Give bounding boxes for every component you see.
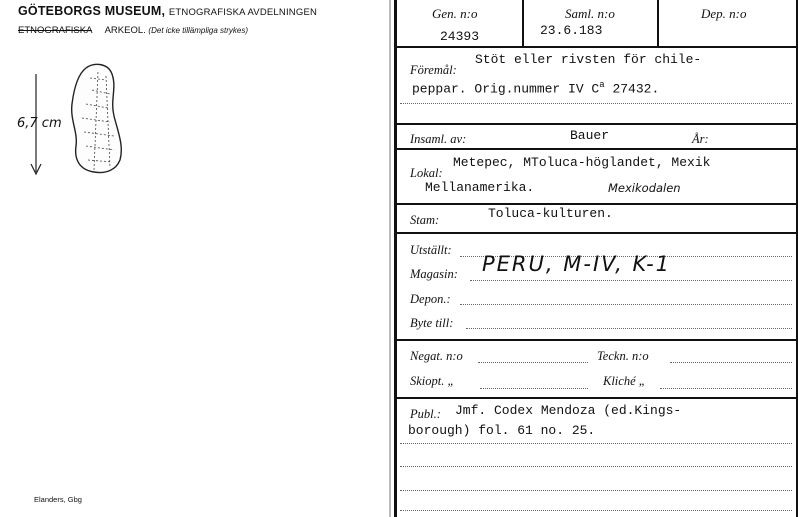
teckn-label: Teckn. n:o (597, 349, 649, 363)
rule-insaml (397, 148, 796, 150)
strike-note: (Det icke tillämpliga strykes) (148, 26, 248, 35)
card-left-border (394, 0, 397, 517)
cliche-dotline (660, 388, 792, 389)
rule-lokal (397, 203, 796, 205)
museum-name: GÖTEBORGS MUSEUM, (18, 4, 166, 18)
byte-label: Byte till: (410, 316, 454, 330)
gen-value: 24393 (440, 29, 480, 44)
ar-label: År: (692, 132, 709, 146)
header-divider-1 (522, 0, 524, 46)
gen-label: Gen. n:o (432, 6, 478, 21)
lokal-line2: Mellanamerika. (425, 180, 535, 195)
rule-header (397, 46, 796, 48)
stam-value: Toluca-kulturen. (488, 206, 613, 221)
etnogr-struck: ETNOGRAFISKA (18, 25, 92, 36)
stam-label: Stam: (410, 213, 440, 227)
department-name: ETNOGRAFISKA AVDELNINGEN (168, 7, 318, 18)
rule-stam (397, 232, 796, 234)
publ-dotline-2 (400, 466, 792, 467)
lokal-label: Lokal: (410, 166, 443, 180)
dep-label: Dep. n:o (701, 6, 747, 21)
byte-dotline (466, 328, 792, 329)
publ-dotline-1 (400, 443, 792, 444)
rule-foremal (397, 123, 796, 125)
foremal-line2: peppar. Orig.nummer IV $C^a$ 27432. (412, 80, 660, 97)
depon-label: Depon.: (410, 292, 451, 306)
magasin-label: Magasin: (410, 267, 458, 281)
arkeol-label: ARKEOL. (104, 25, 146, 36)
lokal-line1: Metepec, MToluca-höglandet, Mexik (453, 155, 711, 170)
publ-line1: Jmf. Codex Mendoza (ed.Kings- (455, 403, 682, 418)
measurement-label: 6,7 cm (17, 116, 62, 131)
lokal-handwritten: Mexikodalen (608, 181, 681, 195)
saml-value: 23.6.183 (540, 23, 603, 38)
publ-label: Publ.: (410, 407, 441, 421)
cliche-label: Kliché „ (603, 374, 646, 388)
section-row (18, 25, 248, 36)
depon-dotline (460, 304, 792, 305)
printer-imprint: Elanders, Gbg (34, 495, 82, 504)
publ-dotline-3 (400, 490, 792, 491)
rule-byte (397, 339, 796, 341)
header-divider-2 (657, 0, 659, 46)
teckn-dotline (670, 362, 792, 363)
negat-label: Negat. n:o (410, 349, 463, 363)
magasin-handwritten: PERU, M-IV, K-1 (482, 252, 672, 276)
magasin-dotline (470, 280, 792, 281)
fold-divider (389, 0, 391, 517)
publ-line2: borough) fol. 61 no. 25. (408, 423, 596, 438)
foremal-line1: Stöt eller rivsten för chile- (475, 52, 702, 67)
negat-dotline (478, 362, 588, 363)
foremal-label: Föremål: (410, 63, 457, 77)
publ-dotline-4 (400, 510, 792, 511)
utstallt-label: Utställt: (410, 243, 452, 257)
foremal-dotline (400, 103, 792, 104)
rule-negat (397, 397, 796, 399)
saml-label: Saml. n:o (565, 6, 615, 21)
insaml-label: Insaml. av: (410, 132, 467, 146)
museum-header (18, 4, 317, 18)
skiopt-dotline (480, 388, 588, 389)
skiopt-label: Skiopt. „ (410, 374, 455, 388)
insaml-value: Bauer (570, 128, 610, 143)
card-right-border (796, 0, 798, 517)
